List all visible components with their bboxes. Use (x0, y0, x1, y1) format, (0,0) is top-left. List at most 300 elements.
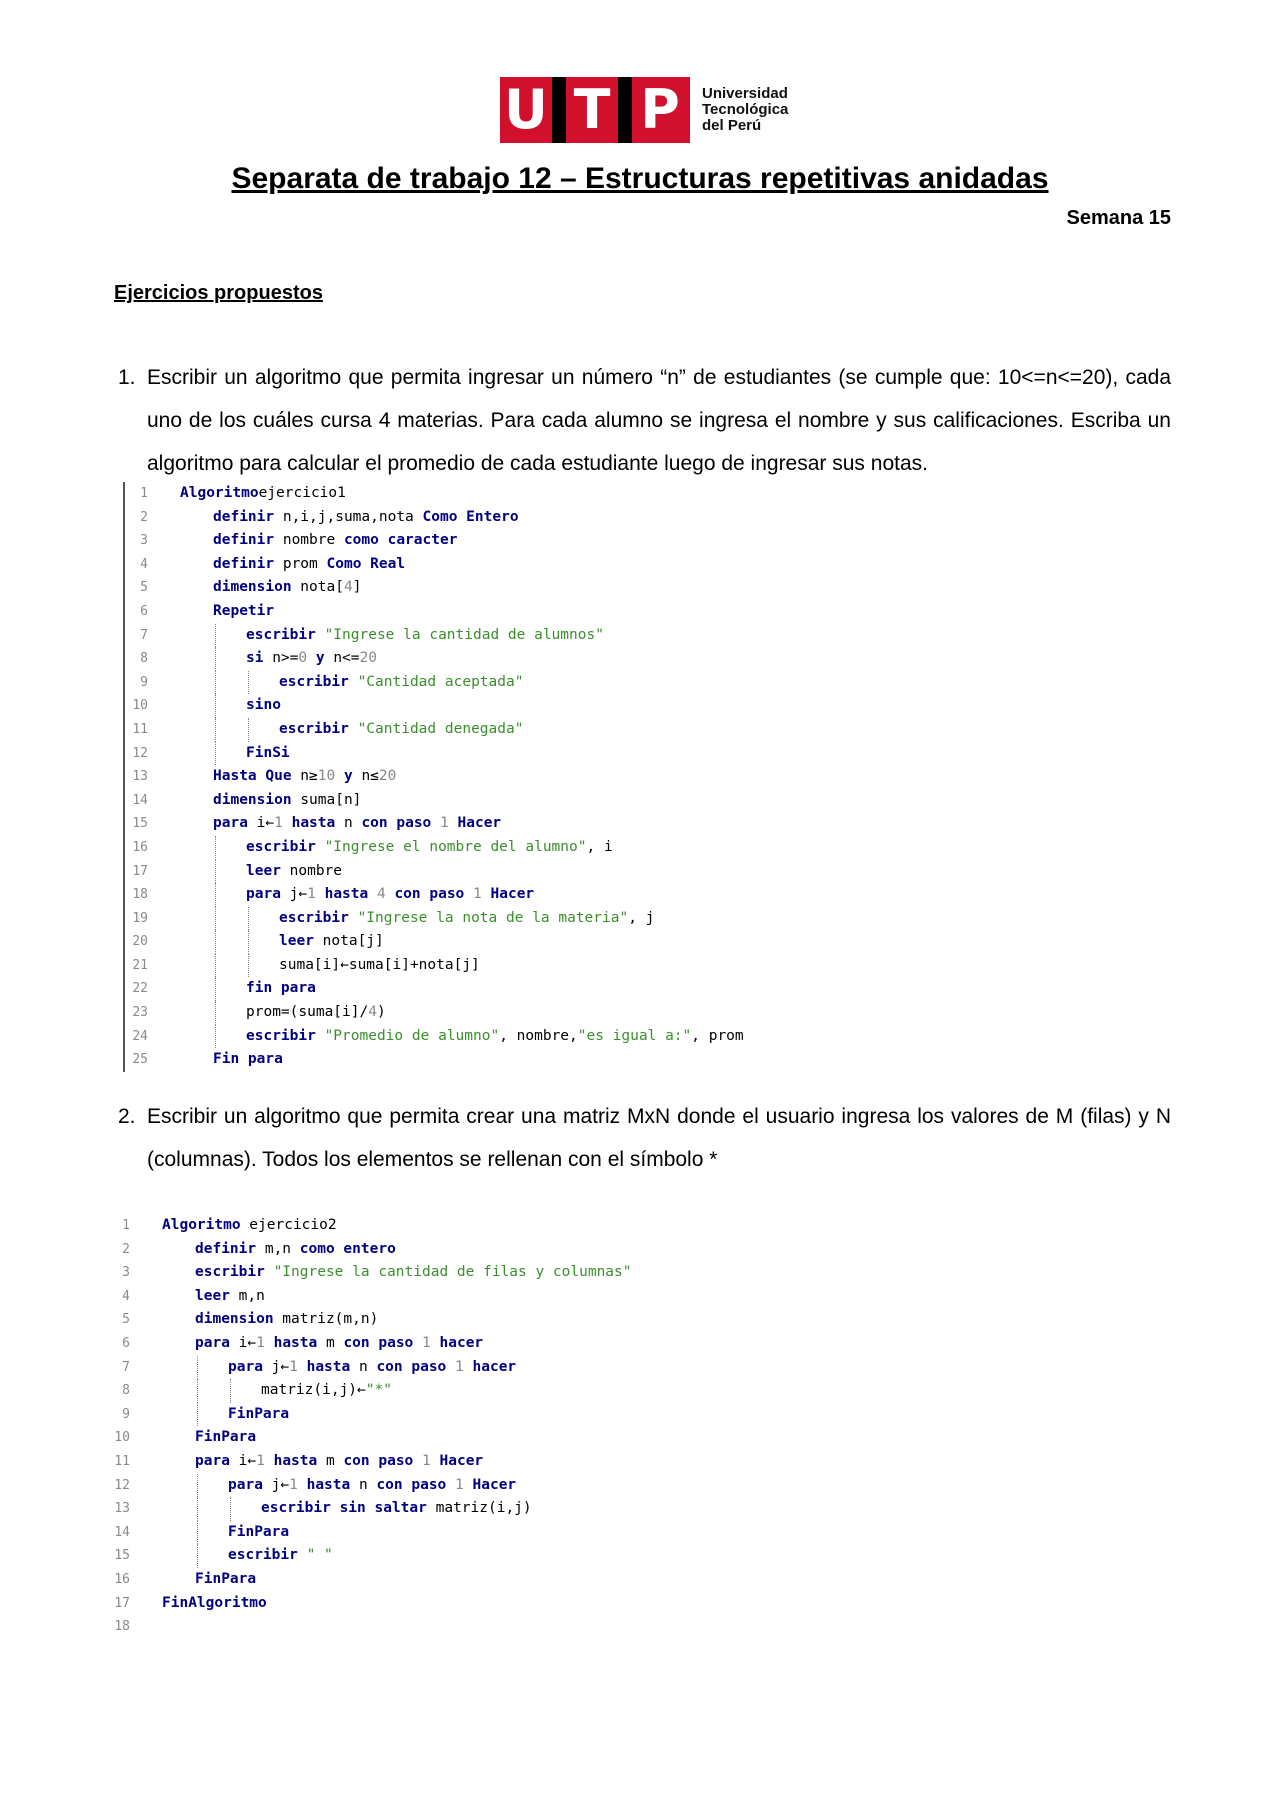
code-text (195, 1261, 632, 1285)
logo-letter-p: P (640, 78, 680, 141)
code-keyword: con paso (376, 1358, 447, 1375)
code-text (195, 1450, 483, 1474)
code-text (213, 812, 501, 836)
code-number: 0 (298, 650, 308, 667)
line-number: 18 (132, 887, 148, 903)
indent-guide (215, 671, 216, 695)
exercise-1-number: 1. (118, 366, 136, 389)
line-number: 17 (132, 863, 148, 879)
code-number: 1 (256, 1452, 265, 1469)
code-keyword: Hasta Que (213, 768, 292, 785)
line-number: 16 (132, 839, 148, 855)
code-text (246, 977, 316, 1001)
code-token: nota[j] (313, 933, 384, 950)
code-text (228, 1403, 289, 1427)
code-text (195, 1426, 256, 1450)
code-keyword: Como Real (326, 555, 406, 572)
page-title: Separata de trabajo 12 – Estructuras repetitivas anidadas (231, 162, 1049, 195)
code-keyword: si (246, 650, 264, 667)
line-number: 16 (114, 1571, 130, 1587)
code-line (120, 600, 1020, 624)
code-line (120, 694, 1020, 718)
code-token (431, 1453, 440, 1469)
code-number: 1 (440, 815, 449, 832)
code-text (213, 600, 274, 624)
code-line (102, 1592, 1002, 1616)
code-keyword: Hacer (439, 1452, 484, 1469)
exercise-2-text: Escribir un algoritmo que permita crear una matriz MxN donde el usuario ingresa los valores de M (filas) y N (columnas). Todos los elementos se rellenan con el símbolo * (147, 1105, 1171, 1171)
code-string: "Ingrese la nota de la materia" (357, 909, 629, 926)
code-text (213, 765, 396, 789)
code-token (449, 815, 458, 831)
logo-line-2: Tecnológica (702, 101, 789, 118)
code-keyword: Como Entero (422, 508, 519, 525)
line-number: 5 (122, 1312, 130, 1328)
code-text (246, 647, 377, 671)
code-line (120, 812, 1020, 836)
code-string: "Cantidad denegada" (357, 720, 524, 737)
code-number: 4 (368, 1004, 377, 1021)
code-text (213, 506, 519, 530)
code-text (279, 907, 654, 931)
code-string: "es igual a:" (577, 1027, 692, 1044)
code-token: n (350, 1358, 377, 1375)
code-keyword: para (228, 1476, 263, 1493)
indent-guide (230, 1379, 231, 1403)
code-token: nombre (280, 862, 343, 879)
code-keyword: escribir (279, 720, 349, 737)
code-number: 1 (307, 886, 316, 903)
code-token: m,n (256, 1240, 300, 1257)
code-line (120, 765, 1020, 789)
code-line (102, 1238, 1002, 1262)
code-text (195, 1238, 396, 1262)
code-block-exercise-2 (102, 1214, 1002, 1639)
code-keyword: definir (213, 532, 275, 549)
code-text (261, 1497, 532, 1521)
code-token: , j (628, 909, 655, 926)
code-number: 1 (455, 1476, 464, 1493)
indent-guide (248, 930, 249, 954)
code-number: 1 (455, 1358, 464, 1375)
code-keyword: hasta (291, 815, 336, 832)
line-number: 23 (132, 1005, 148, 1021)
code-token: n (335, 815, 362, 832)
code-token (265, 1335, 274, 1351)
line-number: 15 (132, 816, 148, 832)
indent-guide (248, 718, 249, 742)
line-number: 3 (140, 533, 148, 549)
code-number: 1 (256, 1334, 265, 1351)
indent-guide (197, 1521, 198, 1545)
code-keyword: FinPara (228, 1523, 290, 1540)
code-text (162, 1592, 267, 1616)
code-text (246, 883, 534, 907)
code-number: 4 (376, 886, 386, 903)
code-keyword: hacer (472, 1358, 517, 1375)
line-number: 11 (114, 1453, 130, 1469)
code-line (120, 954, 1020, 978)
line-number: 22 (132, 981, 148, 997)
code-token (283, 815, 292, 831)
line-number: 5 (140, 580, 148, 596)
code-line (102, 1356, 1002, 1380)
code-number: 1 (289, 1476, 298, 1493)
code-keyword: escribir sin saltar (261, 1500, 427, 1517)
code-text (213, 576, 361, 600)
code-token (413, 1453, 422, 1469)
logo-letter-u: U (504, 78, 548, 141)
code-token: n (350, 1476, 377, 1493)
code-token (431, 815, 440, 831)
code-line (120, 789, 1020, 813)
indent-guide (215, 1025, 216, 1049)
code-keyword: definir (213, 555, 275, 572)
line-number: 13 (132, 769, 148, 785)
code-keyword: hasta (273, 1334, 318, 1351)
code-line (120, 860, 1020, 884)
code-keyword: FinPara (195, 1429, 257, 1446)
indent-guide (248, 671, 249, 695)
code-line (102, 1497, 1002, 1521)
line-number: 8 (140, 651, 148, 667)
indent-guide (197, 1544, 198, 1568)
code-keyword: definir (195, 1240, 257, 1257)
code-keyword: dimension (213, 791, 292, 808)
code-line (120, 907, 1020, 931)
indent-guide (230, 1497, 231, 1521)
indent-guide (197, 1474, 198, 1498)
code-token (265, 1453, 274, 1469)
code-string: "Ingrese la cantidad de filas y columnas" (273, 1264, 632, 1281)
code-token (464, 1359, 473, 1375)
code-number: 20 (359, 650, 377, 667)
code-line (102, 1332, 1002, 1356)
code-token (298, 1359, 307, 1375)
line-number: 1 (140, 486, 148, 501)
indent-guide (215, 836, 216, 860)
code-keyword: Fin para (213, 1051, 283, 1068)
indent-guide (215, 694, 216, 718)
code-text (213, 1048, 283, 1072)
code-keyword: fin para (246, 980, 316, 997)
code-text (195, 1308, 378, 1332)
logo-separator (552, 77, 566, 143)
code-keyword: para (195, 1452, 230, 1469)
indent-guide (215, 647, 216, 671)
code-keyword: FinPara (228, 1405, 290, 1422)
code-token: j← (280, 886, 308, 903)
code-token: j← (262, 1476, 290, 1493)
code-keyword: hacer (439, 1334, 484, 1351)
code-line (120, 624, 1020, 648)
code-text (228, 1474, 516, 1498)
code-token: ) (376, 1004, 386, 1021)
code-string: "Cantidad aceptada" (357, 673, 524, 690)
logo-line-3: del Perú (702, 117, 762, 134)
code-text (162, 1214, 337, 1238)
exercise-2-number: 2. (118, 1105, 136, 1128)
code-number: 1 (274, 815, 283, 832)
code-keyword: para (195, 1334, 230, 1351)
code-token: , nombre, (499, 1027, 578, 1044)
line-number: 10 (114, 1430, 130, 1446)
code-token (349, 674, 358, 690)
code-keyword: para (228, 1358, 263, 1375)
utp-logo (500, 77, 788, 143)
code-number: 10 (317, 768, 336, 785)
code-line (102, 1521, 1002, 1545)
code-token: prom (274, 555, 327, 572)
code-token: m,n (229, 1287, 265, 1304)
code-text (246, 836, 613, 860)
code-token (431, 1335, 440, 1351)
code-line (120, 718, 1020, 742)
code-token: n≤ (352, 768, 379, 785)
code-number: 1 (473, 886, 482, 903)
code-text (246, 860, 342, 884)
code-text (195, 1285, 265, 1309)
code-string: " " (306, 1547, 333, 1564)
line-number: 9 (122, 1406, 130, 1422)
code-text (246, 1025, 744, 1049)
code-keyword: Algoritmo (180, 485, 259, 501)
code-text (180, 482, 346, 506)
line-number: 9 (140, 674, 148, 690)
code-line (102, 1308, 1002, 1332)
indent-guide (197, 1403, 198, 1427)
code-token (349, 721, 358, 737)
code-token (335, 768, 344, 784)
code-number: 4 (343, 579, 353, 596)
code-keyword: escribir (279, 909, 349, 926)
code-token (298, 1477, 307, 1493)
code-line (102, 1261, 1002, 1285)
code-keyword: escribir (195, 1264, 265, 1281)
code-keyword: hasta (273, 1452, 318, 1469)
code-text (213, 553, 405, 577)
code-string: "*" (365, 1382, 392, 1399)
line-number: 14 (132, 792, 148, 808)
code-line (120, 553, 1020, 577)
code-line (120, 576, 1020, 600)
code-keyword: Algoritmo (162, 1217, 241, 1233)
code-keyword: Repetir (213, 602, 275, 619)
code-token: n<= (324, 650, 360, 667)
code-text (279, 671, 523, 695)
line-number: 19 (132, 910, 148, 926)
indent-guide (215, 930, 216, 954)
code-keyword: leer (246, 862, 281, 879)
section-heading: Ejercicios propuestos (114, 282, 323, 304)
code-token (464, 1477, 473, 1493)
code-keyword: para (213, 815, 248, 832)
code-keyword: escribir (228, 1547, 298, 1564)
code-token: ejercicio2 (240, 1217, 337, 1233)
indent-guide (248, 907, 249, 931)
code-line (120, 836, 1020, 860)
code-token (482, 886, 491, 902)
code-line (120, 482, 1020, 506)
line-number: 21 (132, 957, 148, 973)
code-token (446, 1477, 455, 1493)
code-line (120, 1048, 1020, 1072)
line-number: 4 (140, 556, 148, 572)
line-number: 6 (122, 1335, 130, 1351)
code-text (246, 1001, 386, 1025)
code-line (120, 1025, 1020, 1049)
code-line (120, 883, 1020, 907)
code-number: 1 (422, 1334, 431, 1351)
code-token: nota[ (291, 579, 344, 596)
line-number: 18 (114, 1619, 130, 1635)
line-number: 15 (114, 1548, 130, 1564)
code-line (102, 1379, 1002, 1403)
code-line (120, 930, 1020, 954)
code-token: i← (229, 1452, 257, 1469)
code-line (102, 1615, 1002, 1639)
code-text (279, 954, 480, 978)
code-keyword: escribir (246, 838, 316, 855)
code-line (120, 742, 1020, 766)
logo-line-1: Universidad (702, 85, 788, 102)
code-keyword: leer (195, 1287, 230, 1304)
code-line (102, 1544, 1002, 1568)
line-number: 7 (122, 1359, 130, 1375)
code-token (349, 910, 358, 926)
code-token: i← (247, 815, 275, 832)
logo-separator (618, 77, 632, 143)
code-number: 1 (422, 1452, 431, 1469)
code-token: m (317, 1334, 344, 1351)
code-string: "Promedio de alumno" (324, 1027, 500, 1044)
code-token: matriz(i,j) (426, 1500, 532, 1517)
code-token: j← (262, 1358, 290, 1375)
code-keyword: FinSi (246, 744, 290, 761)
code-token (316, 1028, 325, 1044)
code-keyword: Hacer (490, 886, 535, 903)
indent-guide (215, 954, 216, 978)
code-text (195, 1568, 256, 1592)
code-token (446, 1359, 455, 1375)
code-keyword: definir (213, 508, 275, 525)
code-token: i← (229, 1334, 257, 1351)
code-keyword: hasta (306, 1358, 351, 1375)
utp-logo-mark (500, 77, 690, 143)
code-keyword: con paso (394, 886, 465, 903)
line-number: 11 (132, 721, 148, 737)
code-keyword: dimension (195, 1311, 274, 1328)
code-line (120, 671, 1020, 695)
logo-letter-t: T (573, 78, 611, 141)
indent-guide (215, 742, 216, 766)
code-keyword: escribir (246, 626, 316, 643)
code-token (464, 886, 473, 902)
line-number: 12 (132, 745, 148, 761)
code-token: nombre (274, 532, 344, 549)
code-keyword: con paso (361, 815, 432, 832)
code-token: n≥ (291, 768, 318, 785)
indent-guide (197, 1379, 198, 1403)
code-token: n,i,j,suma,nota (274, 508, 423, 525)
exercise-1-text: Escribir un algoritmo que permita ingresar un número “n” de estudiantes (se cumple que: 10<=n<=20), cada uno de los cuáles cursa 4 materias. Para cada alumno se ingresa el nombre y sus calificaciones. Escriba un algoritmo para calcular el promedio de cada estudiante luego de ingresar sus notas. (147, 366, 1171, 475)
code-line (102, 1403, 1002, 1427)
line-number: 1 (122, 1218, 130, 1233)
code-number: 20 (378, 768, 397, 785)
line-number: 17 (114, 1595, 130, 1611)
code-keyword: con paso (343, 1452, 414, 1469)
code-line (102, 1214, 1002, 1238)
code-token: matriz(i,j)← (261, 1382, 366, 1399)
code-keyword: Hacer (457, 815, 502, 832)
line-number: 10 (132, 698, 148, 714)
indent-guide (197, 1497, 198, 1521)
code-text (246, 624, 604, 648)
line-number: 3 (122, 1265, 130, 1281)
line-number: 12 (114, 1477, 130, 1493)
line-number: 20 (132, 934, 148, 950)
code-line (120, 1001, 1020, 1025)
code-keyword: escribir (279, 673, 349, 690)
line-number: 8 (122, 1383, 130, 1399)
code-token: matriz(m,n) (273, 1311, 379, 1328)
code-token (368, 886, 377, 902)
code-text (213, 529, 457, 553)
line-number: 6 (140, 603, 148, 619)
line-number: 2 (140, 509, 148, 525)
code-line (120, 977, 1020, 1001)
code-string: "Ingrese el nombre del alumno" (324, 838, 587, 855)
code-keyword: hasta (306, 1476, 351, 1493)
code-block-exercise-1 (120, 482, 1020, 1072)
code-token: ejercicio1 (258, 485, 346, 501)
code-token (316, 627, 325, 643)
code-token: prom=(suma[i]/ (246, 1004, 369, 1021)
code-token: ] (352, 579, 362, 596)
code-text (246, 694, 281, 718)
code-token: m (317, 1452, 344, 1469)
code-text (246, 742, 290, 766)
code-keyword: FinAlgoritmo (162, 1594, 267, 1611)
code-line (102, 1450, 1002, 1474)
indent-guide (215, 977, 216, 1001)
code-keyword: con paso (376, 1476, 447, 1493)
code-keyword: leer (279, 933, 314, 950)
code-line (102, 1285, 1002, 1309)
code-number: 1 (289, 1358, 298, 1375)
code-token: suma[n] (291, 791, 362, 808)
code-keyword: para (246, 886, 281, 903)
logo-wordmark (702, 86, 788, 134)
code-line (102, 1474, 1002, 1498)
indent-guide (215, 907, 216, 931)
code-token (316, 886, 325, 902)
code-text (228, 1521, 289, 1545)
indent-guide (215, 860, 216, 884)
line-number: 24 (132, 1028, 148, 1044)
code-keyword: sino (246, 697, 281, 714)
code-token (413, 1335, 422, 1351)
line-number: 13 (114, 1501, 130, 1517)
line-number: 2 (122, 1241, 130, 1257)
code-token: suma[i]←suma[i]+nota[j] (279, 956, 480, 973)
code-token (316, 839, 325, 855)
code-keyword: dimension (213, 579, 292, 596)
code-token: , i (586, 838, 613, 855)
code-text (279, 930, 384, 954)
code-token: n>= (263, 650, 299, 667)
code-text (228, 1356, 516, 1380)
